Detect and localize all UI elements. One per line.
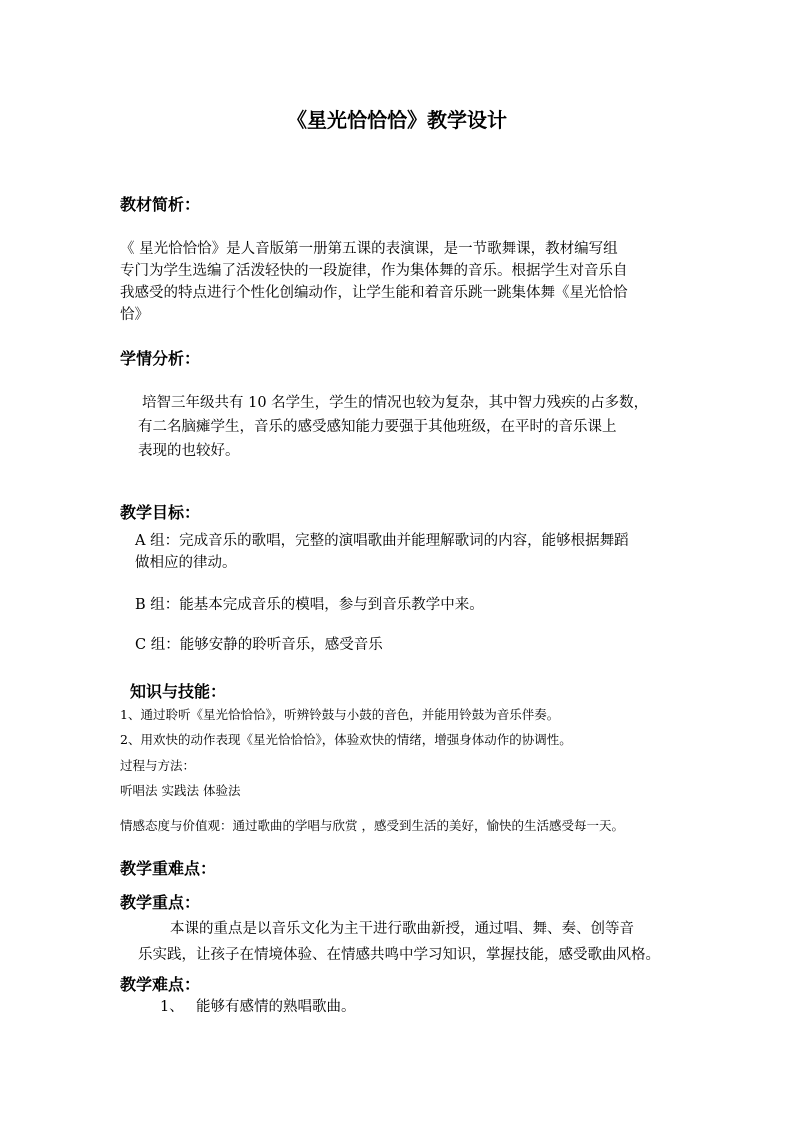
students-line-2: 有二名脑瘫学生，音乐的感受感知能力要强于其他班级，在平时的音乐课上 [138,419,617,435]
process-methods: 听唱法 实践法 体验法 [120,783,241,798]
students-line-1: 培智三年级共有 10 名学生，学生的情况也较为复杂，其中智力残疾的占多数， [142,395,649,411]
goal-a-line-2: 做相应的律动。 [135,555,237,571]
page-title: 《星光恰恰恰》教学设计 [287,108,507,132]
goal-b: B 组：能基本完成音乐的模唱，参与到音乐教学中来。 [135,597,484,613]
difficulty-heading: 教学难点： [120,975,201,994]
section-heading-material: 教材简析： [120,195,201,214]
focus-line-1: 本课的重点是以音乐文化为主干进行歌曲新授，通过唱、舞、奏、创等音 [170,921,634,937]
section-heading-students: 学情分析： [120,349,201,368]
material-line-2: 专门为学生选编了活泼轻快的一段旋律，作为集体舞的音乐。根据学生对音乐自 [120,263,628,279]
material-line-1: 《 星光恰恰恰》是人音版第一册第五课的表演课，是一节歌舞课，教材编写组 [120,241,618,257]
material-line-4: 恰》 [120,307,149,323]
knowledge-item-2: 2、用欢快的动作表现《星光恰恰恰》，体验欢快的情绪，增强身体动作的协调性。 [120,732,572,747]
goal-a-line-1: A 组：完成音乐的歌唱，完整的演唱歌曲并能理解歌词的内容，能够根据舞蹈 [135,533,629,549]
section-heading-goals: 教学目标： [120,503,201,522]
emotion-values: 情感态度与价值观：通过歌曲的学唱与欣赏 ，感受到生活的美好，愉快的生活感受每一天。 [120,818,624,833]
section-heading-key-points: 教学重难点： [120,859,217,878]
goal-c: C 组：能够安静的聆听音乐，感受音乐 [135,637,383,653]
students-line-3: 表现的也较好。 [138,443,240,459]
difficulty-item-number: 1、 [160,999,184,1015]
section-heading-knowledge: 知识与技能： [130,682,227,701]
material-line-3: 我感受的特点进行个性化创编动作，让学生能和着音乐跳一跳集体舞《星光恰恰 [120,285,628,301]
focus-line-2: 乐实践，让孩子在情境体验、在情感共鸣中学习知识，掌握技能，感受歌曲风格。 [138,947,660,963]
difficulty-item-text: 能够有感情的熟唱歌曲。 [196,999,356,1015]
focus-heading: 教学重点： [120,893,201,912]
process-label: 过程与方法： [120,758,196,773]
knowledge-item-1: 1、通过聆听《星光恰恰恰》，听辨铃鼓与小鼓的音色，并能用铃鼓为音乐伴奏。 [120,707,560,722]
